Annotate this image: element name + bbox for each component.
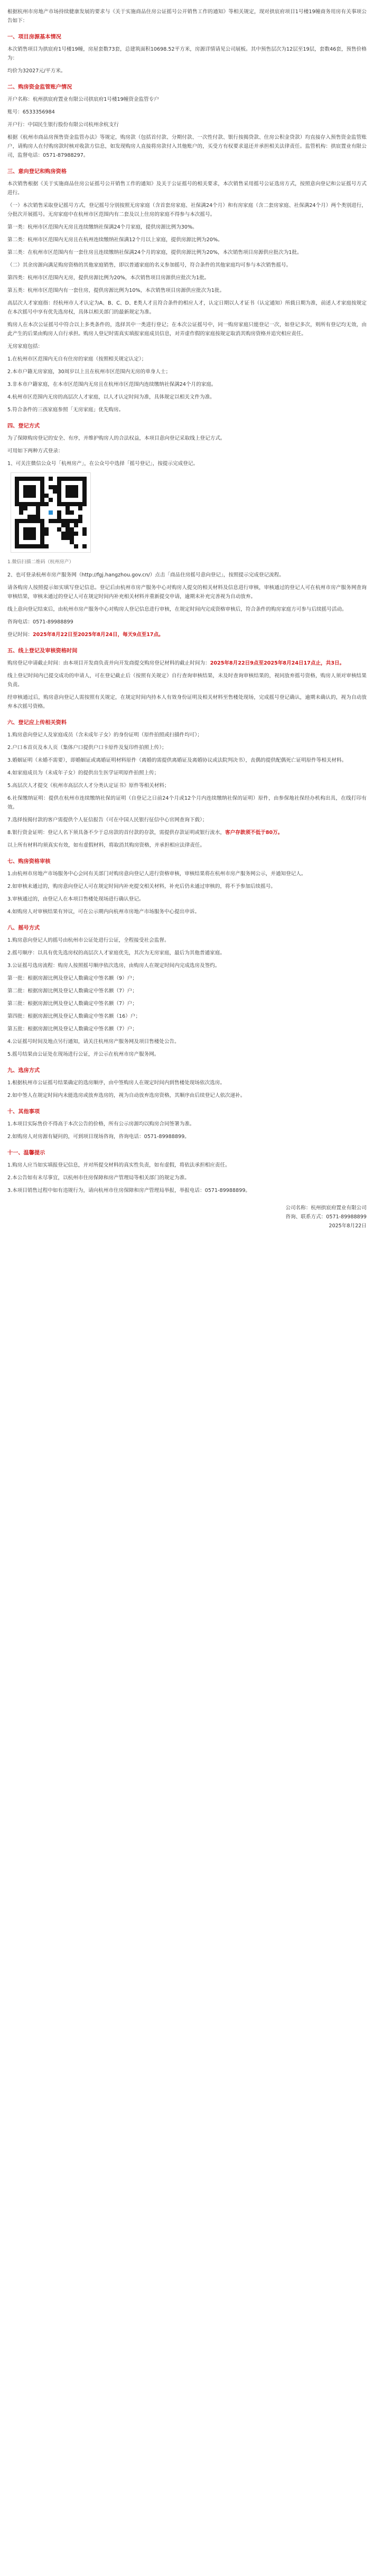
s5-p1-text: 购房登记申请截止时间：由本项目开发商负责并向开发商提交购房登记材料的截止时间为： bbox=[7, 660, 210, 666]
s3-p2: （一）本次销售采取登记摇号方式，登记摇号分别按照无房家庭（含首套房家庭、社保满24个月）和有房家庭（含二套房家庭、社保满24个月）两个类别进行，分批次开展摇号。无房家庭中在杭州市区范围内有二套及以上住房的家庭不得参与本次摇号。 bbox=[7, 203, 367, 217]
qr-caption: 1.微信扫描二维码（杭州房产） bbox=[7, 560, 74, 565]
s2-line-4: 根据《杭州市商品房预售资金监管办法》等规定，购房款（包括首付款、分期付款、一次性付款、银行按揭贷款、住房公积金贷款）均直接存入预售资金监管账户，请购房人在付购房款时核对收款方信息，如发现购房人直接将房款付入其他账户的，买受方有权要求退还并承担相关法律责任。监管机构：拱宸置业有限公司，监督电话：0571-87988297。 bbox=[7, 135, 367, 158]
s7-p1: 1.由杭州市房地产市场服务中心会同有关部门对购房意向登记人进行资格审核，审核结果将在杭州市房产服务网公示，并通知登记人。 bbox=[7, 871, 306, 877]
s10-p2: 2.如购房人对房源有疑问的，可到项目现场咨询，咨询电话：0571-89988899。 bbox=[7, 1134, 190, 1140]
s8-p1: 1.购房意向登记人的摇号由杭州市公证处进行公证，全程接受社会监督。 bbox=[7, 937, 170, 943]
sign-contact: 咨询、联系方式：0571-89988899 bbox=[285, 1214, 367, 1220]
section-8-title: 八、摇号方式 bbox=[7, 925, 40, 931]
s6-p8-text: 8.银行资金证明：登记人名下须具备不少于总房款的首付款的存款，需提供存款证明或银行流水， bbox=[7, 830, 226, 836]
s4-time bbox=[7, 630, 367, 639]
s5-time: 2025年8月22日9点至2025年8月24日17点止，共3日。 bbox=[210, 660, 345, 666]
s7-p2: 2.如审核未通过的，购房意向登记人可在规定时间内补充提交相关材料，补充后仍未通过审核的，将不予参加后续摇号。 bbox=[7, 884, 276, 889]
s2-line-2: 账号：6533356984 bbox=[7, 109, 55, 115]
s3-p13: 2.本市户籍无房家庭，30周岁以上且在杭州市区范围内无房的单身人士； bbox=[7, 369, 171, 375]
s3-p1: 本次销售根据《关于实施商品住房公证摇号公开销售工作的通知》及关于公证摇号的相关要求，本次销售采用摇号公证选房方式，按照意向登记和公证摇号方式进行。 bbox=[7, 181, 367, 196]
s8-p4: 第一批：根据房源比例及登记人数确定中签名额（9）户； bbox=[7, 976, 137, 981]
s4-p3: 1、可关注微信公众号「杭州房产」，在公众号中选择「摇号登记」，按提示完成登记。 bbox=[7, 461, 199, 467]
section-9-title: 九、选房方式 bbox=[7, 1068, 40, 1074]
s4-p6: 线上意向登记结束后，由杭州市房产服务中心对购房人登记信息进行审核，在规定时间内完成资格审核后，符合条件的购房家庭方可参与后续摇号活动。 bbox=[7, 607, 347, 612]
s8-p5: 第二批：根据房源比例及登记人数确定中签名额（7）户； bbox=[7, 988, 137, 994]
s5-p3: 经审核通过后，购房意向登记人需按照有关规定，在规定时间内持本人有效身份证明及相关材料至售楼处现场，完成摇号登记确认，逾期未确认的，视为自动放弃本次摇号资格。 bbox=[7, 695, 367, 709]
s3-p9: 高层次人才家庭指：经杭州市人才认定为A、B、C、D、E类人才且符合条件的相应人才，认定日期以人才证书（认定通知）所载日期为准，前述人才家庭按规定在本次摇号中享有优先选房权，具体以相关部门的最新规定为准。 bbox=[7, 300, 367, 315]
s1-p1: 本次销售项目为拱宸府1号楼19幢，房屋套数73套，总建筑面积10698.52平方米，房源详情请见公司展板。其中预售层次为12层至19层，套数46套，预售价格为： bbox=[7, 46, 367, 61]
s3-p12: 1.在杭州市区范围内无自有住房的家庭（按照相关规定认定）； bbox=[7, 356, 147, 362]
s6-p4: 4.如家庭成员为（未成年子女）的提供出生医学证明原件拍照上传； bbox=[7, 770, 160, 776]
s3-p10: 购房人在本次公证摇号中符合以上多类条件的，选择其中一类进行登记；在本次公证摇号中，同一购房家庭只能登记一次，如登记多次，则所有登记均无效，由此产生的后果由购房人自行承担。购房人登记时需真实填报家庭成员信息，对弄虚作假的家庭按规定取消其购房资格并追究相应责任。 bbox=[7, 322, 367, 337]
s6-p9: 以上所有材料均须真实有效，如有虚假材料，将取消其购房资格，并承担相应法律责任。 bbox=[7, 842, 205, 848]
s3-p15: 4.杭州市区范围内无房的高层次人才家庭，以人才认定时间为准，具体规定以相关文件为准。 bbox=[7, 394, 215, 400]
s2-line-3: 开户行：中国民生银行股份有限公司杭州余杭支行 bbox=[7, 122, 119, 128]
signature-block bbox=[7, 1204, 367, 1230]
s11-p1: 1.购房人应当如实填报登记信息，并对所提交材料的真实性负责，如有虚假，将依法承担相应责任。 bbox=[7, 1162, 230, 1168]
section-2-title: 二、购房资金监管账户情况 bbox=[7, 84, 72, 90]
s6-p5: 5.高层次人才提交《杭州市高层次人才分类认定证书》原件等相关材料； bbox=[7, 783, 170, 789]
s6-p8 bbox=[7, 828, 367, 837]
s10-p1: 1.本项目实际售价不得高于本次公告的价格，所有公示房源均以购房合同签署为准。 bbox=[7, 1121, 195, 1127]
s3-p14: 3.非本市户籍家庭，在本市区范围内无房且在杭州市区范围内连续缴纳社保满24个月的家庭。 bbox=[7, 382, 217, 387]
s8-p8: 第五批：根据房源比例及登记人数确定中签名额（7）户； bbox=[7, 1026, 137, 1032]
qr-code-pattern bbox=[15, 477, 87, 548]
announcement-page bbox=[0, 0, 374, 1230]
s2-line-1: 开户名称：杭州拱宸府置业有限公司拱宸府1号楼19幢资金监管专户 bbox=[7, 97, 159, 102]
s4-phone: 咨询电话：0571-89988899 bbox=[7, 619, 73, 625]
s7-p3: 3.审核通过的，由登记人在本项目售楼处现场进行确认登记。 bbox=[7, 896, 144, 902]
s3-p5: 第三类：在杭州市区范围内有一套住房且连续缴纳社保满24个月的家庭，提供房源比例为20%，本次销售项目房源供应批次为1批。 bbox=[7, 250, 302, 255]
s5-p2: 线上登记时间内已提交成功的申请人，可在登记截止后（按照有关规定）自行查询审核结果，未及时查询审核结果的，视同放弃摇号资格，购房人须对审核结果负责。 bbox=[7, 673, 367, 688]
s8-p2: 2.摇号顺序：以具有优先选房权的高层次人才家庭优先，其次为无房家庭，最后为其他普通家庭。 bbox=[7, 950, 226, 956]
s8-p6: 第三批：根据房源比例及登记人数确定中签名额（7）户； bbox=[7, 1001, 137, 1007]
s9-p1: 1.根据杭州市公证摇号结果确定的选房顺序，由中签购房人在规定时间内到售楼处现场依次选房。 bbox=[7, 1080, 226, 1086]
s6-p7: 7.选择按揭付款的客户需提供个人征信报告（可在中国人民银行征信中心官网查询下载）； bbox=[7, 817, 208, 823]
s6-p6: 6.社保缴纳证明：提供在杭州市连续缴纳社保的证明（自登记之日前24个月或12个月内连续缴纳社保的证明）原件，由参保地社保经办机构出具，在线打印有效。 bbox=[7, 795, 367, 810]
s4-time-label: 登记时间： bbox=[7, 632, 33, 638]
s8-p10: 5.摇号结果由公证处在现场进行公证，并公示在杭州市房产服务网。 bbox=[7, 1052, 160, 1057]
s9-p2: 2.如中签人在规定时间内未能选房或放弃选房的，视为自动放弃选房资格，其顺序由后续登记人依次递补。 bbox=[7, 1093, 246, 1098]
s3-p3: 第一类：杭州市区范围内无房且连续缴纳社保满24个月家庭，提供房源比例为30%。 bbox=[7, 224, 198, 230]
sign-company: 公司名称：杭州拱宸府置业有限公司 bbox=[285, 1205, 367, 1211]
s4-p4: 2、也可登录杭州市房产服务网（http://fgj.hangzhou.gov.cn/）点击「商品住房摇号意向登记」，按照提示完成登记流程。 bbox=[7, 572, 284, 578]
section-6-title: 六、登记应上传相关资料 bbox=[7, 720, 67, 726]
s6-p2: 2.户口本首页及本人页（集体户口提供户口卡原件及复印件拍照上传）； bbox=[7, 745, 167, 751]
s4-p2: 可用如下两种方式登录： bbox=[7, 448, 63, 454]
qr-code[interactable] bbox=[11, 472, 91, 553]
s4-p1: 为了保障购房登记的安全、有序，并维护购房人的合法权益，本项目意向登记采取线上登记方式。 bbox=[7, 435, 226, 441]
s5-p1 bbox=[7, 659, 367, 668]
sign-date: 2025年8月22日 bbox=[329, 1223, 367, 1229]
s3-p4: 第二类：杭州市区范围内无房且在杭州连续缴纳社保满12个月以上家庭，提供房源比例为20%。 bbox=[7, 237, 223, 243]
s3-p8: 第五类：杭州市区范围内有一套住房，提供房源比例为10%，本次销售项目房源供应批次为1批。 bbox=[7, 288, 225, 293]
section-11-title: 十一、温馨提示 bbox=[7, 1150, 45, 1156]
s11-p3: 3.本项目销售过程中如有违规行为，请向杭州市住房保障和房产管理局举报，举报电话：0571-89988899。 bbox=[7, 1188, 251, 1194]
s4-time-value: 2025年8月22日至2025年8月24日，每天9点至17点。 bbox=[32, 632, 164, 638]
s3-p7: 第四类：杭州市区范围内无房，提供房源比例为20%，本次销售项目房源供应批次为1批。 bbox=[7, 275, 210, 281]
s3-p11: 无房家庭包括： bbox=[7, 344, 43, 349]
section-10-title: 十、其他事项 bbox=[7, 1109, 40, 1115]
s6-p1: 1.购房意向登记人及家庭成员（含未成年子女）的身份证明（原件拍照或扫描件均可）； bbox=[7, 732, 202, 738]
section-5-title: 五、线上登记及审核资格时间 bbox=[7, 648, 78, 654]
s3-p6: （二）其余房源向满足购房资格的其他家庭销售，即以普通家庭的名义参加摇号，符合条件的其他家庭均可参与本次销售摇号。 bbox=[7, 262, 292, 268]
section-3-title: 三、意向登记和购房资格 bbox=[7, 169, 67, 175]
s4-p5: 请各购房人按照提示如实填写登记信息。登记后由杭州市房产服务中心对购房人提交的相关材料及信息进行审核，审核通过的登记人可在杭州市房产服务网查询审核结果，审核未通过的登记人可在规定时间内补充相关材料并重新提交申请，逾期未补充完善视为自动放弃。 bbox=[7, 585, 367, 600]
s3-p16: 5.符合条件的三孩家庭参照「无房家庭」优先购房。 bbox=[7, 407, 124, 413]
s11-p2: 2.本公告如有未尽事宜，以杭州市住房保障和房产管理局等相关部门的规定为准。 bbox=[7, 1175, 190, 1181]
section-4-title: 四、登记方式 bbox=[7, 423, 40, 429]
s8-p9: 4.公证摇号时间及地点另行通知，请关注杭州房产服务网及项目售楼处公告。 bbox=[7, 1039, 180, 1045]
section-1-title: 一、项目房源基本情况 bbox=[7, 34, 61, 40]
s6-p8-highlight: 客户存款须不低于80万。 bbox=[225, 830, 283, 836]
s7-p4: 4.如购房人对审核结果有异议，可在公示期内向杭州市房地产市场服务中心提出申诉。 bbox=[7, 909, 200, 915]
intro-paragraph: 根据杭州市房地产市场持续健康发展的要求与《关于实施商品住房公证摇号公开销售工作的通知》等相关规定，现对拱宸府项目1号楼19幢商务用房有关事项公告如下： bbox=[7, 9, 367, 24]
s8-p3: 3.公证摇号选房流程：购房人按照摇号顺序依次选房，由购房人在规定时间内完成选房及签约。 bbox=[7, 963, 220, 969]
s8-p7: 第四批：根据房源比例及登记人数确定中签名额（16）户； bbox=[7, 1014, 141, 1019]
section-7-title: 七、购房资格审核 bbox=[7, 859, 51, 865]
s1-p2: 均价为32027元/平方米。 bbox=[7, 68, 66, 74]
s6-p3: 3.婚姻证明（未婚不需要），即婚姻证或离婚证明材料原件（离婚的需提供离婚证及离婚协议或法院判决书），丧偶的提供配偶死亡证明原件等相关材料。 bbox=[7, 757, 347, 763]
